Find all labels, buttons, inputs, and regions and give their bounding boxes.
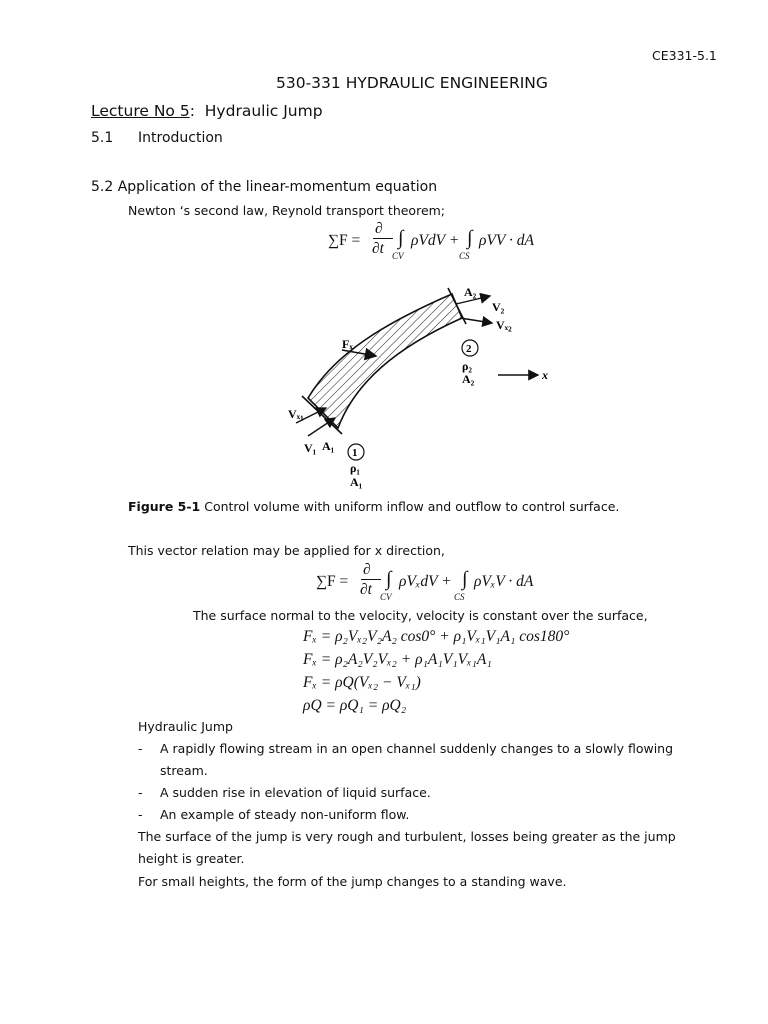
eq1-lhs: ∑F = — [328, 232, 361, 249]
v1-arrow — [308, 418, 335, 436]
hydraulic-jump-heading: Hydraulic Jump — [138, 719, 233, 734]
label-v2: V₂ — [492, 300, 505, 314]
bullet-1-dash: - — [138, 741, 143, 756]
eq1-partial-t: ∂t — [372, 240, 384, 257]
label-a2: A₂ — [464, 285, 477, 299]
paragraph-1-line-2: height is greater. — [138, 851, 245, 866]
bullet-3-line-1: An example of steady non-uniform flow. — [160, 807, 410, 822]
control-volume-figure — [280, 278, 550, 490]
equation-rho-q: ρQ = ρQ₁ = ρQ₂ — [303, 697, 407, 714]
eq2-term-1: ρVₓdV + — [399, 573, 452, 590]
eq2-fraction-bar — [361, 579, 381, 580]
eq1-integral-2: ∫ — [467, 227, 473, 249]
course-title: 530-331 HYDRAULIC ENGINEERING — [276, 74, 548, 92]
eq1-fraction-bar — [373, 238, 393, 239]
intro-line: Newton ‘s second law, Reynold transport theorem; — [128, 203, 446, 218]
equation-fx-3: Fₓ = ρQ(Vₓ₂ − Vₓ₁) — [303, 674, 421, 691]
label-fx: Fₓ — [342, 337, 353, 351]
bullet-1-line-2: stream. — [160, 763, 208, 778]
equation-fx-1: Fₓ = ρ₂Vₓ₂V₂A₂ cos0° + ρ₁Vₓ₁V₁A₁ cos180° — [303, 628, 570, 645]
equation-fx-2: Fₓ = ρ₂A₂V₂Vₓ₂ + ρ₁A₁V₁Vₓ₁A₁ — [303, 651, 492, 668]
paragraph-1-line-1: The surface of the jump is very rough and turbulent, losses being greater as the jump — [138, 829, 676, 844]
eq1-term-1: ρVdV + — [411, 232, 460, 249]
vector-line: This vector relation may be applied for x direction, — [128, 543, 445, 558]
eq1-integral-1: ∫ — [398, 227, 404, 249]
label-a2-lower: A₂ — [462, 372, 475, 386]
label-section-1: 1 — [352, 447, 358, 459]
eq2-integral-1: ∫ — [386, 568, 392, 590]
section-5-2-title: 5.2 Application of the linear-momentum equation — [91, 179, 438, 195]
lecture-heading — [91, 102, 323, 120]
bullet-2-dash: - — [138, 785, 143, 800]
equation-1 — [328, 220, 558, 267]
bullet-1-line-1: A rapidly flowing stream in an open channel suddenly changes to a slowly flowing — [160, 741, 674, 756]
label-rho1: ρ₁ — [350, 461, 361, 475]
figure-caption-label: Figure 5-1 — [128, 499, 201, 514]
eq2-sub-cv: CV — [380, 592, 392, 602]
eq2-term-2: ρVₓV · dA — [474, 573, 534, 590]
eq2-lhs: ∑F = — [316, 573, 349, 590]
label-a1: A₁ — [322, 439, 335, 453]
eq2-partial: ∂ — [363, 561, 371, 578]
label-vx2: Vₓ₂ — [496, 318, 512, 332]
equation-2 — [316, 561, 556, 608]
label-v1: V₁ — [304, 441, 317, 455]
eq1-sub-cv: CV — [392, 251, 404, 261]
surface-line: The surface normal to the velocity, velocity is constant over the surface, — [193, 608, 648, 623]
section-5-1-number: 5.1 — [91, 130, 114, 146]
lecture-title: Hydraulic Jump — [204, 102, 323, 120]
label-vx1: Vₓ₁ — [288, 407, 304, 421]
label-a1-lower: A₁ — [350, 475, 363, 489]
label-section-2: 2 — [466, 343, 472, 355]
label-rho2: ρ₂ — [462, 359, 473, 373]
eq2-integral-2: ∫ — [462, 568, 468, 590]
eq1-partial: ∂ — [375, 220, 383, 237]
lecture-colon: : — [189, 102, 195, 120]
eq2-sub-cs: CS — [454, 592, 465, 602]
paragraph-2: For small heights, the form of the jump changes to a standing wave. — [138, 874, 567, 889]
eq1-sub-cs: CS — [459, 251, 470, 261]
section-5-1-title: Introduction — [138, 130, 223, 146]
figure-caption — [128, 499, 619, 514]
lecture-label: Lecture No 5 — [91, 102, 190, 120]
page-code: CE331-5.1 — [652, 48, 717, 63]
eq2-partial-t: ∂t — [360, 581, 372, 598]
figure-caption-text: Control volume with uniform inflow and outflow to control surface. — [200, 499, 620, 514]
bullet-2-line-1: A sudden rise in elevation of liquid surface. — [160, 785, 431, 800]
bullet-3-dash: - — [138, 807, 143, 822]
control-volume-shape — [308, 294, 462, 428]
eq1-term-2: ρVV · dA — [479, 232, 534, 249]
label-x: x — [542, 368, 548, 382]
